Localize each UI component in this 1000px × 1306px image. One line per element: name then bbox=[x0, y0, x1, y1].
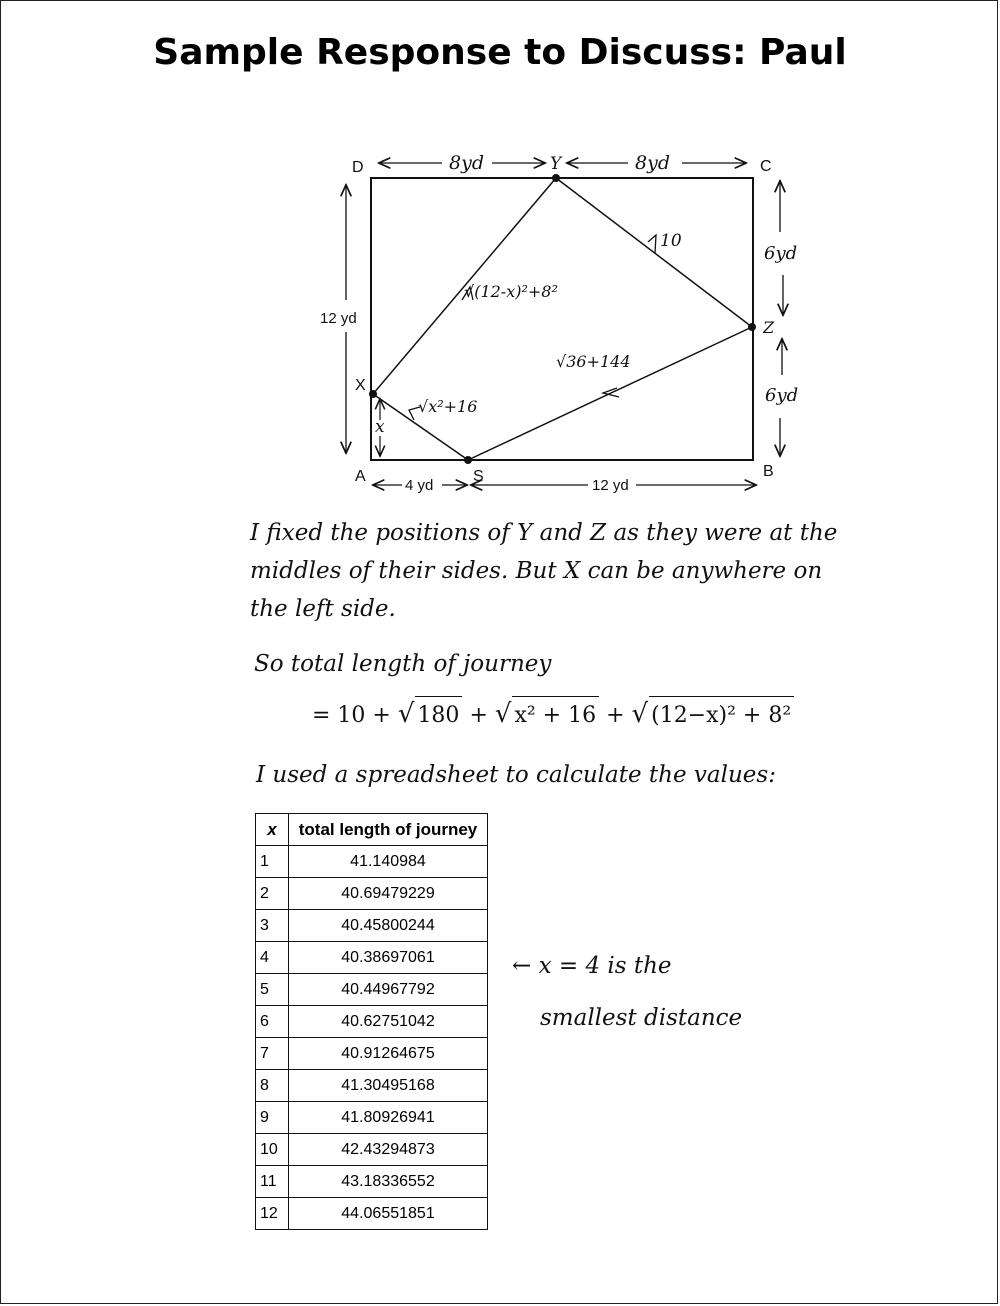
segment-zs bbox=[468, 327, 752, 460]
point-y-label: Y bbox=[550, 154, 562, 174]
table-row bbox=[256, 1134, 488, 1166]
point-s bbox=[464, 456, 472, 464]
dim-bottom-right: 12 yd bbox=[592, 477, 629, 494]
equation-plus-2: + bbox=[606, 703, 632, 728]
radicand-1: 180 bbox=[415, 696, 462, 735]
table-cell-length: 40.38697061 bbox=[289, 942, 488, 974]
table-cell-length: 40.91264675 bbox=[289, 1038, 488, 1070]
table-row bbox=[256, 1070, 488, 1102]
spreadsheet-text: I used a spreadsheet to calculate the values: bbox=[256, 762, 776, 788]
sqrt-symbol-icon: √ bbox=[397, 699, 415, 729]
table-row bbox=[256, 974, 488, 1006]
table-cell-length: 40.44967792 bbox=[289, 974, 488, 1006]
table-cell-x: 2 bbox=[256, 878, 289, 910]
table-cell-x: 1 bbox=[256, 846, 289, 878]
table-cell-x: 3 bbox=[256, 910, 289, 942]
point-x-label: X bbox=[355, 377, 366, 394]
table-cell-length: 40.62751042 bbox=[289, 1006, 488, 1038]
radicand-2: x² + 16 bbox=[512, 696, 599, 735]
dim-left-side: 12 yd bbox=[320, 310, 357, 327]
table-cell-length: 40.69479229 bbox=[289, 878, 488, 910]
so-total-text: So total length of journey bbox=[254, 651, 552, 677]
table-row bbox=[256, 910, 488, 942]
sqrt-symbol-icon: √ bbox=[631, 699, 649, 729]
dim-right-upper: 6yd bbox=[764, 243, 798, 264]
equation-lead: = 10 + bbox=[312, 703, 391, 728]
table-cell-length: 43.18336552 bbox=[289, 1166, 488, 1198]
journey-length-table bbox=[255, 813, 488, 1230]
segment-xs-label: √x²+16 bbox=[418, 397, 478, 416]
dim-bottom-left: 4 yd bbox=[405, 477, 434, 494]
field-rectangle bbox=[371, 178, 753, 460]
point-z-label: Z bbox=[763, 318, 775, 337]
point-s-label: S bbox=[473, 468, 484, 485]
table-cell-x: 12 bbox=[256, 1198, 289, 1230]
dim-x-label: x bbox=[375, 417, 385, 437]
field-diagram bbox=[0, 0, 1000, 500]
table-cell-x: 8 bbox=[256, 1070, 289, 1102]
table-cell-x: 9 bbox=[256, 1102, 289, 1134]
table-header-x: x bbox=[256, 814, 289, 846]
table-row bbox=[256, 1102, 488, 1134]
point-y bbox=[552, 174, 560, 182]
smallest-note bbox=[512, 940, 772, 1044]
table-row bbox=[256, 878, 488, 910]
table-row bbox=[256, 1038, 488, 1070]
corner-a-label: A bbox=[355, 468, 366, 485]
dim-top-left: 8yd bbox=[449, 152, 484, 174]
dim-top-right: 8yd bbox=[635, 152, 670, 174]
note-line-1: ← x = 4 is the bbox=[512, 953, 672, 979]
corner-b-label: B bbox=[763, 463, 774, 480]
table-cell-x: 7 bbox=[256, 1038, 289, 1070]
corner-d-label: D bbox=[352, 159, 364, 176]
table-cell-length: 41.140984 bbox=[289, 846, 488, 878]
table-cell-x: 11 bbox=[256, 1166, 289, 1198]
table-cell-x: 10 bbox=[256, 1134, 289, 1166]
page-title: Sample Response to Discuss: Paul bbox=[153, 32, 847, 73]
table-cell-x: 5 bbox=[256, 974, 289, 1006]
table-cell-x: 6 bbox=[256, 1006, 289, 1038]
table-cell-x: 4 bbox=[256, 942, 289, 974]
explanation-text: I fixed the positions of Y and Z as they were at the middles of their sides. But X can be anywhere on the left side. bbox=[250, 520, 838, 622]
segment-sz-label: √36+144 bbox=[556, 352, 631, 371]
note-line-2: smallest distance bbox=[540, 1005, 743, 1031]
table-cell-length: 41.80926941 bbox=[289, 1102, 488, 1134]
table-header-length: total length of journey bbox=[289, 814, 488, 846]
table-row bbox=[256, 1198, 488, 1230]
point-z bbox=[748, 323, 756, 331]
segment-xy-label: √(12-x)²+8² bbox=[464, 282, 558, 301]
table-row bbox=[256, 1006, 488, 1038]
table-row bbox=[256, 942, 488, 974]
table-cell-length: 44.06551851 bbox=[289, 1198, 488, 1230]
table-cell-length: 42.43294873 bbox=[289, 1134, 488, 1166]
table-row bbox=[256, 846, 488, 878]
journey-equation bbox=[312, 695, 794, 735]
segment-yz-label: 10 bbox=[660, 231, 682, 251]
point-x bbox=[369, 390, 377, 398]
table-row bbox=[256, 1166, 488, 1198]
dim-right-lower: 6yd bbox=[765, 385, 799, 406]
radicand-3: (12−x)² + 8² bbox=[649, 696, 794, 735]
table-header-row bbox=[256, 814, 488, 846]
table-cell-length: 40.45800244 bbox=[289, 910, 488, 942]
corner-c-label: C bbox=[760, 158, 772, 175]
sqrt-symbol-icon: √ bbox=[494, 699, 512, 729]
segment-yz bbox=[556, 178, 752, 327]
table-cell-length: 41.30495168 bbox=[289, 1070, 488, 1102]
equation-plus-1: + bbox=[469, 703, 495, 728]
